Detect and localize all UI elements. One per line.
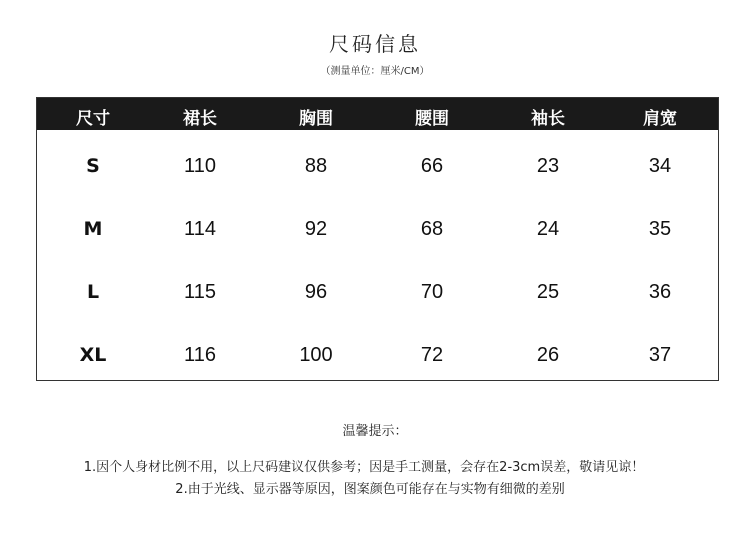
cell-waist: 68 <box>420 218 444 240</box>
table-row <box>37 344 718 374</box>
size-table-header <box>37 98 718 130</box>
cell-size: XL <box>79 344 107 366</box>
cell-waist: 66 <box>420 155 444 177</box>
cell-length: 116 <box>184 344 216 366</box>
header-length: 裙长 <box>183 109 217 129</box>
header-bust: 胸围 <box>299 109 333 129</box>
table-row <box>37 281 718 311</box>
cell-waist: 70 <box>420 281 444 303</box>
cell-shoulder: 36 <box>648 281 672 303</box>
cell-bust: 96 <box>304 281 328 303</box>
header-shoulder: 肩宽 <box>643 109 677 129</box>
header-waist: 腰围 <box>415 109 449 129</box>
header-size: 尺寸 <box>76 109 110 129</box>
tips-title: 温馨提示： <box>342 424 408 439</box>
cell-length: 114 <box>184 218 216 240</box>
cell-sleeve: 25 <box>536 281 560 303</box>
size-table <box>36 97 719 381</box>
cell-size: M <box>83 218 103 240</box>
cell-length: 110 <box>184 155 216 177</box>
measurement-unit-note: （测量单位：厘米/CM） <box>320 66 430 77</box>
cell-waist: 72 <box>420 344 444 366</box>
cell-shoulder: 34 <box>648 155 672 177</box>
tip-note: 2.由于光线、显示器等原因，图案颜色可能存在与实物有细微的差别 <box>175 482 565 497</box>
cell-length: 115 <box>184 281 216 303</box>
cell-size: S <box>86 155 100 177</box>
cell-bust: 100 <box>299 344 333 366</box>
table-row <box>37 155 718 185</box>
cell-bust: 92 <box>304 218 328 240</box>
cell-sleeve: 24 <box>536 218 560 240</box>
header-sleeve: 袖长 <box>531 109 565 129</box>
cell-shoulder: 35 <box>648 218 672 240</box>
cell-sleeve: 26 <box>536 344 560 366</box>
page-title: 尺码信息 <box>329 32 421 56</box>
table-row <box>37 218 718 248</box>
cell-size: L <box>86 281 100 303</box>
cell-sleeve: 23 <box>536 155 560 177</box>
cell-shoulder: 37 <box>648 344 672 366</box>
cell-bust: 88 <box>304 155 328 177</box>
tip-note: 1.因个人身材比例不用，以上尺码建议仅供参考；因是手工测量，会存在2-3cm误差，敬请见谅！ <box>83 460 645 475</box>
